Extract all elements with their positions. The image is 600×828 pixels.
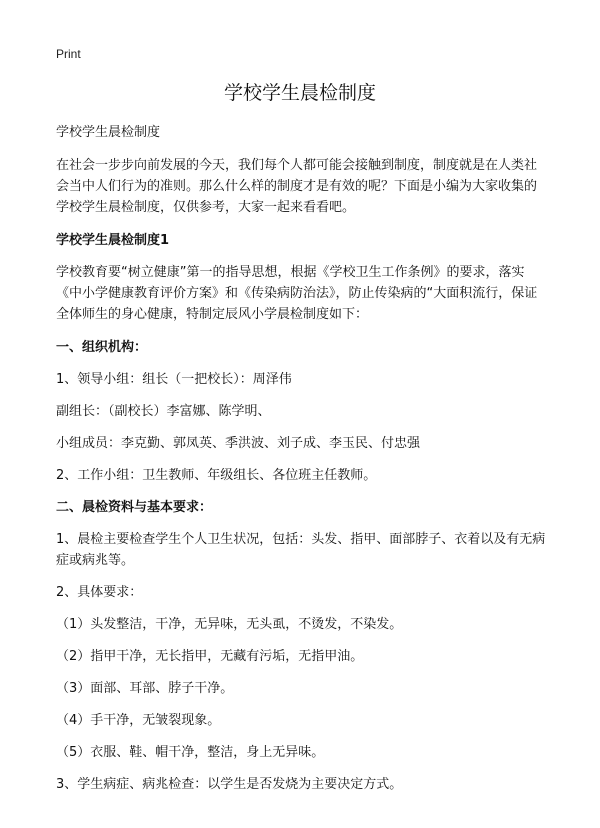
req-item-5: （5）衣服、鞋、帽干净，整洁，身上无异味。 <box>56 745 325 760</box>
req-item-3: （3）面部、耳部、脖子干净。 <box>56 681 234 696</box>
intro-paragraph: 在社会一步步向前发展的今天，我们每个人都可能会接触到制度，制度就是在人类社会当中人们行为的准则。那么什么样的制度才是有效的呢？下面是小编为大家收集的学校学生晨检制度，仅供参考，大家一起来看看吧。 <box>56 158 538 215</box>
doc-subtitle: 学校学生晨检制度 <box>56 125 161 140</box>
document-body <box>56 122 546 795</box>
section1-heading: 学校学生晨检制度1 <box>56 233 170 248</box>
req-item-1: （1）头发整洁，干净，无异味，无头虱，不烫发，不染发。 <box>56 617 403 632</box>
section1-paragraph: 学校教育要“树立健康”第一的指导思想，根据《学校卫生工作条例》的要求，落实《中小学健康教育评价方案》和《传染病防治法》，防止传染病的“大面积流行，保证全体师生的身心健康，特制定辰风小学晨检制度如下： <box>56 265 538 322</box>
print-link[interactable]: Print <box>56 47 81 61</box>
page-title: 学校学生晨检制度 <box>223 82 376 104</box>
org-lead-line: 1、领导小组：组长（一把校长）：周泽伟 <box>56 372 292 387</box>
org-work-line: 2、工作小组：卫生教师、年级组长、各位班主任教师。 <box>56 468 377 483</box>
req-3-line: 3、学生病症、病兆检查：以学生是否发烧为主要决定方式。 <box>56 777 403 792</box>
org-heading: 一、组织机构： <box>56 340 148 355</box>
req-item-4: （4）手干净，无皱裂现象。 <box>56 713 221 728</box>
org-members-line: 小组成员：李克勤、郭凤英、季洪波、刘子成、李玉民、付忠强 <box>56 436 421 451</box>
org-deputy-line: 副组长：（副校长）李富娜、陈学明、 <box>56 404 271 419</box>
req-item-2: （2）指甲干净，无长指甲，无藏有污垢，无指甲油。 <box>56 649 364 664</box>
req-1-paragraph: 1、晨检主要检查学生个人卫生状况，包括：头发、指甲、面部脖子、衣着以及有无病症或病兆等。 <box>56 532 546 568</box>
req-2-line: 2、具体要求： <box>56 585 143 600</box>
req-heading: 二、晨检资料与基本要求： <box>56 500 213 515</box>
